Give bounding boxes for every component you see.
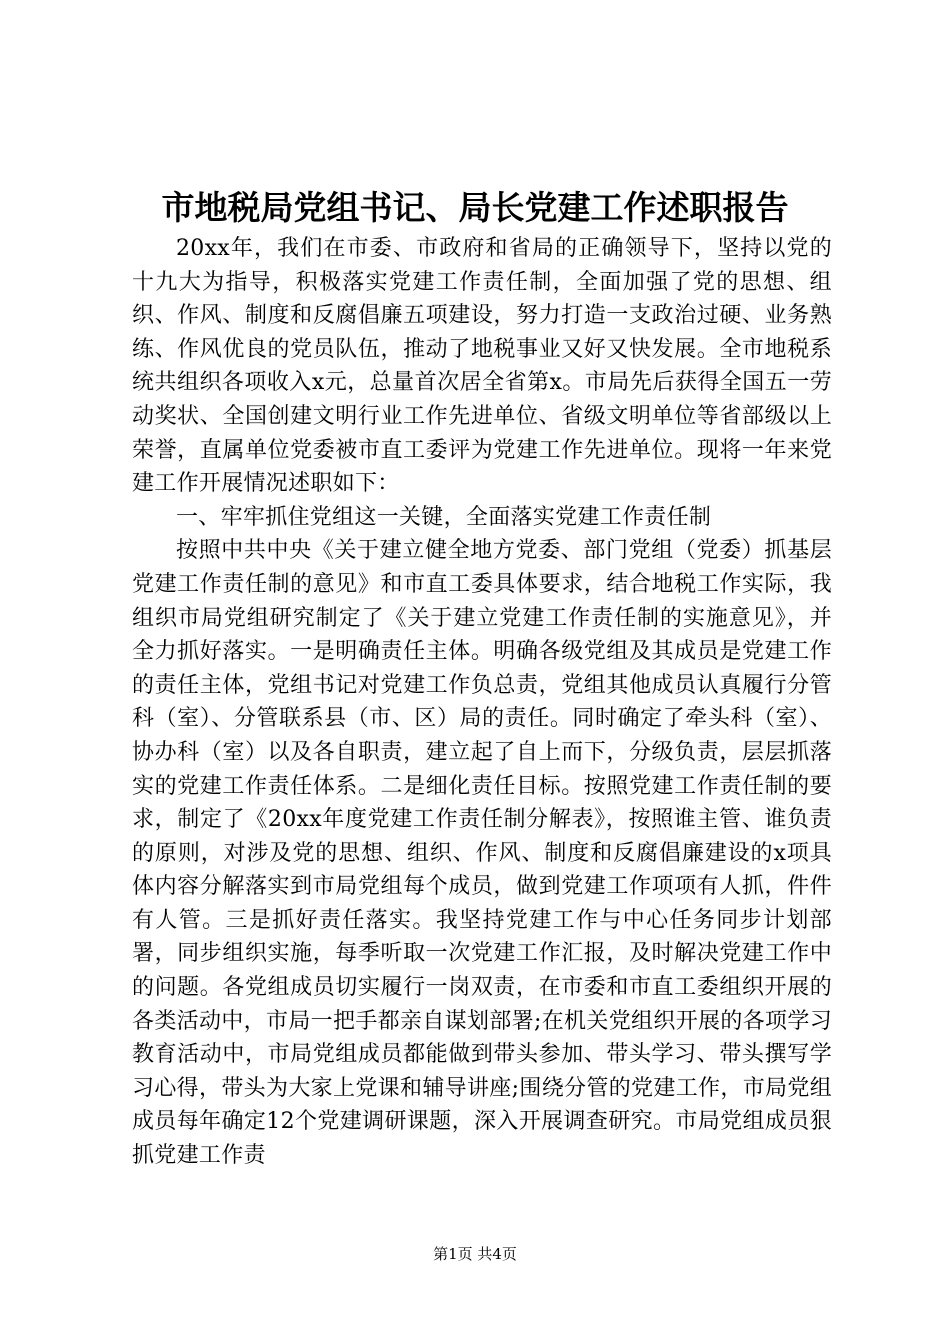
document-title: 市地税局党组书记、局长党建工作述职报告 [161, 188, 789, 227]
paragraph-intro: 20xx年，我们在市委、市政府和省局的正确领导下，坚持以党的十九大为指导，积极落实党建工作责任制，全面加强了党的思想、组织、作风、制度和反腐倡廉五项建设，努力打造一支政治过硬、业务熟练、作风优良的党员队伍，推动了地税事业又好又快发展。全市地税系统共组织各项收入x元，总量首次居全省第x。市局先后获得全国五一劳动奖状、全国创建文明行业工作先进单位、省级文明单位等省部级以上荣誉，直属单位党委被市直工委评为党建工作先进单位。现将一年来党建工作开展情况述职如下： [132, 236, 832, 497]
page-number: 第1页 共4页 [433, 1245, 517, 1263]
paragraph-section-1: 按照中共中央《关于建立健全地方党委、部门党组（党委）抓基层党建工作责任制的意见》和市直工委具体要求，结合地税工作实际，我组织市局党组研究制定了《关于建立党建工作责任制的实施意见》，并全力抓好落实。一是明确责任主体。明确各级党组及其成员是党建工作的责任主体，党组书记对党建工作负总责，党组其他成员认真履行分管科（室）、分管联系县（市、区）局的责任。同时确定了牵头科（室）、协办科（室）以及各自职责，建立起了自上而下，分级负责，层层抓落实的党建工作责任体系。二是细化责任目标。按照党建工作责任制的要求，制定了《20xx年度党建工作责任制分解表》，按照谁主管、谁负责的原则，对涉及党的思想、组织、作风、制度和反腐倡廉建设的x项具体内容分解落实到市局党组每个成员，做到党建工作项项有人抓，件件有人管。三是抓好责任落实。我坚持党建工作与中心任务同步计划部署，同步组织实施，每季听取一次党建工作汇报，及时解决党建工作中的问题。各党组成员切实履行一岗双责，在市委和市直工委组织开展的各类活动中，市局一把手都亲自谋划部署;在机关党组织开展的各项学习教育活动中，市局党组成员都能做到带头参加、带头学习、带头撰写学习心得，带头为大家上党课和辅导讲座;围绕分管的党建工作，市局党组成员每年确定12个党建调研课题，深入开展调查研究。市局党组成员狠抓党建工作责 [132, 538, 832, 1169]
section-heading-1: 一、牢牢抓住党组这一关键，全面落实党建工作责任制 [176, 504, 712, 530]
document-body [132, 232, 832, 1173]
